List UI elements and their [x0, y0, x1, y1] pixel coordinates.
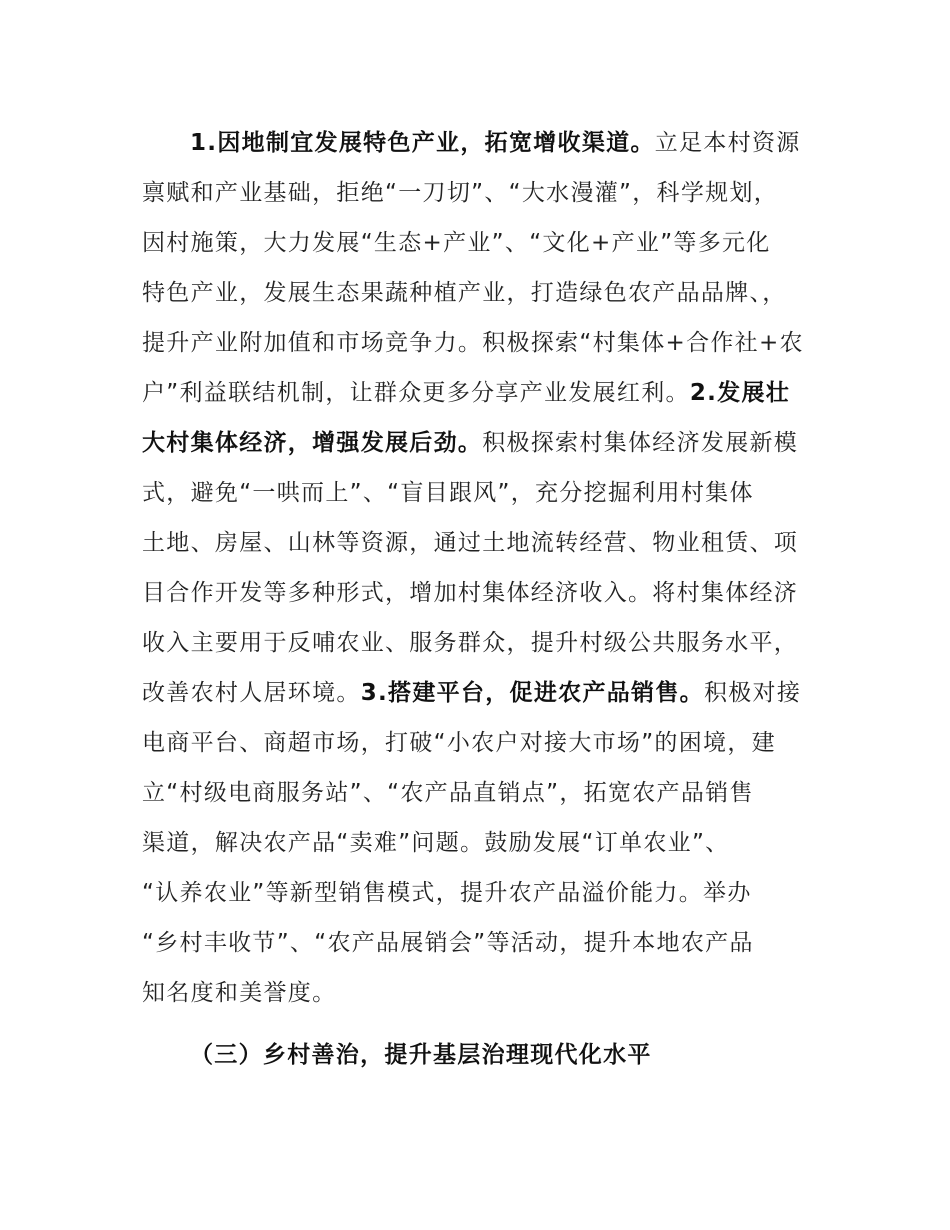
paragraph-line-8 [142, 478, 822, 508]
line-5-text: 提升产业附加值和市场竞争力。积极探索“村集体+合作社+农 [142, 330, 804, 356]
paragraph-line-16 [142, 878, 822, 908]
line-10-text: 目合作开发等多种形式，增加村集体经济收入。将村集体经济 [142, 580, 799, 606]
paragraph-line-14 [142, 778, 822, 808]
paragraph-line-13 [142, 728, 822, 758]
section-heading: （三）乡村善治，提升基层治理现代化水平 [190, 1042, 652, 1068]
paragraph-line-3 [142, 228, 822, 258]
paragraph-line-10 [142, 578, 822, 608]
line-11-text: 收入主要用于反哺农业、服务群众，提升村级公共服务水平， [142, 630, 799, 656]
line-8-text: 式，避免“一哄而上”、“盲目跟风”，充分挖掘利用村集体 [142, 480, 754, 506]
line-18-text: 知名度和美誉度。 [142, 980, 337, 1006]
paragraph-line-4 [142, 278, 822, 308]
paragraph-line-7 [142, 428, 822, 458]
line-15-text: 渠道，解决农产品“卖难”问题。鼓励发展“订单农业”、 [142, 830, 730, 856]
paragraph-line-1 [190, 128, 870, 158]
line-6-bold: 2.发展壮 [689, 380, 791, 406]
paragraph-line-5 [142, 328, 822, 358]
paragraph-line-18 [142, 978, 822, 1008]
line-4-text: 特色产业，发展生态果蔬种植产业，打造绿色农产品品牌、， [142, 280, 787, 306]
line-14-text: 立“村级电商服务站”、“农产品直销点”，拓宽农产品销售 [142, 780, 754, 806]
paragraph-line-9 [142, 528, 822, 558]
line-6-text: 户”利益联结机制，让群众更多分享产业发展红利。 [142, 380, 690, 406]
line-7-bold: 大村集体经济，增强发展后劲。 [142, 430, 483, 456]
line-9-text: 土地、房屋、山林等资源，通过土地流转经营、物业租赁、项 [142, 530, 799, 556]
line-12-text-end: 积极对接 [703, 680, 802, 706]
paragraph-line-12 [142, 678, 822, 708]
line-3-text: 因村施策，大力发展“生态+产业”、“文化+产业”等多元化 [142, 230, 771, 256]
line-1-bold: 1.因地制宜发展特色产业，拓宽增收渠道。 [190, 130, 655, 156]
paragraph-line-11 [142, 628, 822, 658]
line-12-bold: 3.搭建平台，促进农产品销售。 [360, 680, 704, 706]
line-2-text: 禀赋和产业基础，拒绝“一刀切”、“大水漫灌”，科学规划， [142, 180, 779, 206]
line-17-text: “乡村丰收节”、“农产品展销会”等活动，提升本地农产品 [142, 930, 754, 956]
line-1-text: 立足本村资源 [654, 130, 801, 156]
paragraph-line-6 [142, 378, 822, 408]
paragraph-line-17 [142, 928, 822, 958]
line-7-text: 积极探索村集体经济发展新模 [482, 430, 799, 456]
paragraph-line-2 [142, 178, 822, 208]
paragraph-line-15 [142, 828, 822, 858]
line-13-text: 电商平台、商超市场，打破“小农户对接大市场”的困境，建 [142, 730, 776, 756]
line-12-text: 改善农村人居环境。 [142, 680, 361, 706]
line-16-text: “认养农业”等新型销售模式，提升农产品溢价能力。举办 [142, 880, 752, 906]
